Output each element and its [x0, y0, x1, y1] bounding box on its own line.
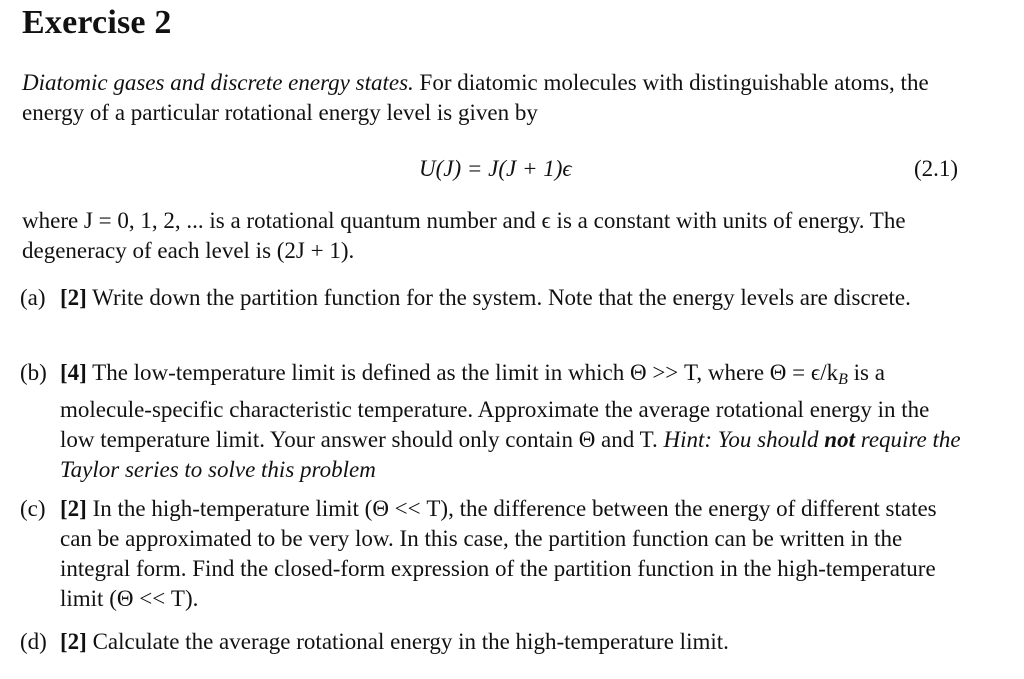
list-item-c: [20, 494, 965, 614]
hint-end: require the Taylor series to solve this problem: [60, 427, 961, 482]
item-marker: (a): [20, 285, 46, 310]
equation-number: (2.1): [914, 156, 959, 181]
hint-start: Hint: You should: [663, 427, 825, 452]
item-points: [4]: [60, 360, 87, 385]
exercise-title: Exercise 2: [22, 4, 172, 41]
intro-paragraph: [22, 68, 972, 128]
item-points: [2]: [60, 285, 87, 310]
subscript-b: B: [838, 371, 848, 388]
item-marker: (c): [20, 496, 46, 521]
item-text: [60, 358, 965, 485]
item-text: [60, 627, 965, 657]
intro-text: For diatomic molecules with distinguishable atoms, the energy of a particular rotational energy level is given by: [22, 70, 929, 125]
item-marker: (d): [20, 629, 47, 654]
item-body: Calculate the average rotational energy in the high-temperature limit.: [86, 629, 729, 654]
item-text: [60, 283, 965, 313]
item-body: In the high-temperature limit (Θ << T), the difference between the energy of different states can be approximated to be very low. In this case, the partition function can be written in the integral form. Find the closed-form expression of the partition function in the high-temperature limit (Θ << T).: [60, 496, 937, 611]
where-paragraph: where J = 0, 1, 2, ... is a rotational quantum number and ϵ is a constant with units of energy. The degeneracy of each level is (2J + 1).: [22, 208, 906, 263]
item-points: [2]: [60, 629, 87, 654]
item-text: [60, 494, 965, 614]
item-body: The low-temperature limit is defined as the limit in which Θ >> T, where Θ = ϵ/k: [86, 360, 839, 385]
intro-lead: Diatomic gases and discrete energy states.: [22, 70, 414, 95]
equation-body: U(J) = J(J + 1)ϵ: [419, 156, 572, 181]
item-points: [2]: [60, 496, 87, 521]
list-item-a: [20, 283, 965, 313]
hint-emphasis: not: [824, 427, 855, 452]
item-marker: (b): [20, 360, 47, 385]
item-body-cont: is a molecule-specific characteristic temperature. Approximate the average rotational energy in the low temperature limit. Your answer should only contain Θ and T.: [60, 360, 930, 452]
list-item-b: [20, 358, 965, 485]
item-body: Write down the partition function for the system. Note that the energy levels are discrete.: [86, 285, 911, 310]
list-item-d: [20, 627, 965, 657]
